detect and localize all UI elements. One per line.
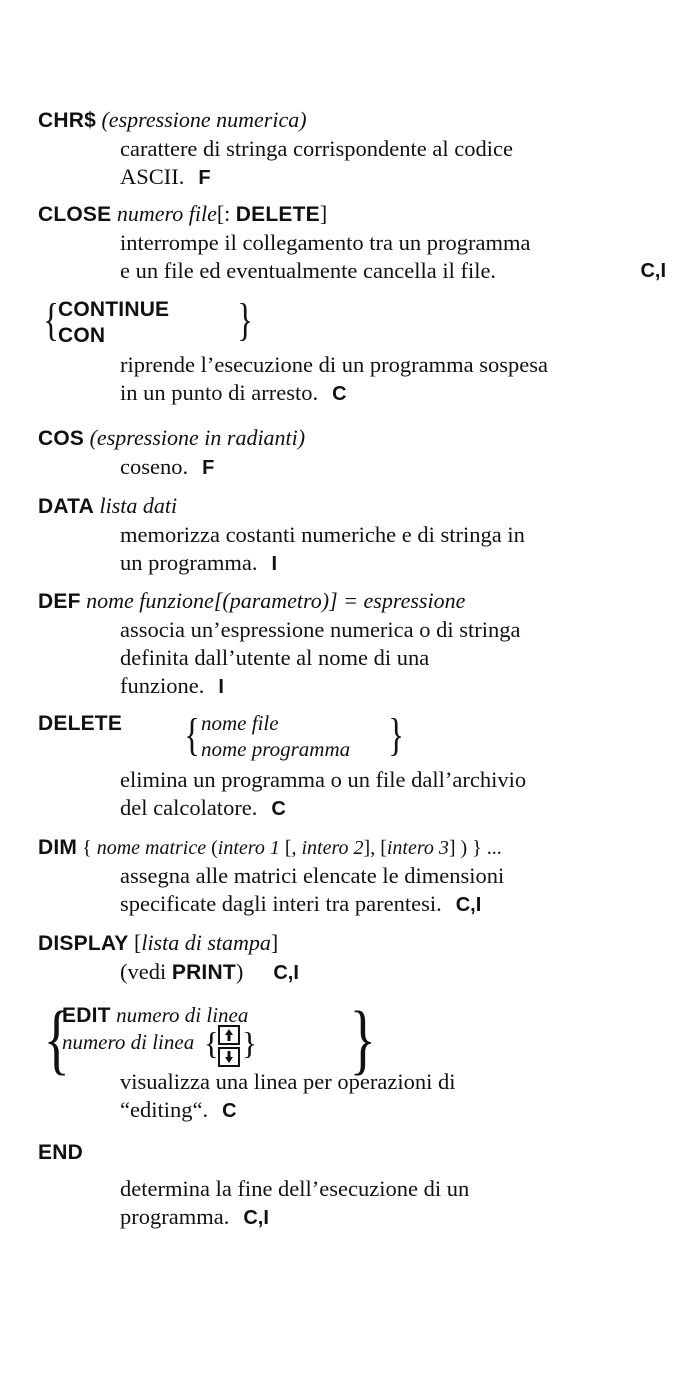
keyword: DELETE xyxy=(235,203,320,226)
left-brace-icon: { xyxy=(43,995,70,1082)
argument: lista dati xyxy=(99,493,178,518)
keyword: DELETE xyxy=(38,712,123,735)
description-line: ASCII. xyxy=(120,164,185,189)
keyword: DIM xyxy=(38,836,78,859)
bracket: ] ) } ... xyxy=(448,837,502,859)
keyword: CONTINUE xyxy=(58,298,170,321)
argument: numero di linea xyxy=(62,1030,195,1054)
type-tag: C,I xyxy=(243,1207,269,1229)
entry-def xyxy=(38,587,666,701)
option: nome programma xyxy=(201,737,351,761)
entry-description xyxy=(120,521,666,578)
entry-signature xyxy=(38,1138,666,1167)
type-tag: C xyxy=(271,798,286,820)
entry-display xyxy=(38,929,666,987)
entry-description xyxy=(120,1175,666,1232)
keyword: END xyxy=(38,1141,83,1164)
description-text: (vedi xyxy=(120,959,172,984)
entry-description xyxy=(120,351,548,408)
description-line: funzione. xyxy=(120,673,205,698)
type-tag: C xyxy=(222,1100,237,1122)
entry-cos xyxy=(38,424,666,482)
entry-close xyxy=(38,200,666,285)
type-tag: I xyxy=(218,676,224,698)
keyword: DATA xyxy=(38,495,95,518)
option: nome file xyxy=(201,711,279,735)
entry-description xyxy=(120,453,666,482)
entry-description xyxy=(120,135,666,192)
keyword-stack xyxy=(58,297,169,349)
keyword: DISPLAY xyxy=(38,932,129,955)
type-tag: I xyxy=(271,553,278,575)
keyword: CLOSE xyxy=(38,203,112,226)
right-brace-icon: } xyxy=(237,294,253,345)
keyword: COS xyxy=(38,427,85,450)
brace: { xyxy=(82,837,97,859)
argument: lista di stampa xyxy=(141,930,271,955)
description-line: programma. xyxy=(120,1204,230,1229)
description-line: associa un’espressione numerica o di stringa xyxy=(120,617,521,642)
type-tag: C xyxy=(332,383,347,405)
argument: nome funzione[(parametro)] = espressione xyxy=(86,588,466,613)
description-line: memorizza costanti numeriche e di stringa in xyxy=(120,522,525,547)
bracket: ] xyxy=(319,201,328,226)
description-line: e un file ed eventualmente cancella il file. xyxy=(120,258,497,283)
keyword: CON xyxy=(58,324,106,347)
arrow-keys xyxy=(200,1025,260,1061)
argument: (espressione in radianti) xyxy=(89,425,306,450)
argument: intero 2 xyxy=(301,837,364,859)
description-line: specificate dagli interi tra parentesi. xyxy=(120,891,442,916)
entry-description xyxy=(120,1068,455,1125)
type-tag: F xyxy=(198,167,211,189)
description-line: in un punto di arresto. xyxy=(120,380,319,405)
entry-description xyxy=(120,616,666,701)
entry-description xyxy=(120,862,666,919)
entry-description xyxy=(120,958,666,987)
type-tag: C,I xyxy=(273,962,299,984)
right-brace-icon: } xyxy=(388,709,404,760)
type-tag: F xyxy=(202,457,215,479)
description-line: del calcolatore. xyxy=(120,795,258,820)
down-arrow-key-icon xyxy=(218,1047,240,1067)
type-tag: C,I xyxy=(455,894,482,916)
edit-stack xyxy=(62,1002,260,1061)
description-text: ) xyxy=(235,959,244,984)
type-tag: C,I xyxy=(640,260,666,282)
description-line: visualizza una linea per operazioni di xyxy=(120,1069,456,1094)
bracket: [: xyxy=(216,201,236,226)
entry-dim xyxy=(38,834,666,919)
left-brace-icon: { xyxy=(43,294,59,345)
left-brace-icon: { xyxy=(184,709,200,760)
entry-signature xyxy=(38,424,666,453)
entry-description xyxy=(120,766,526,823)
description-line: riprende l’esecuzione di un programma sospesa xyxy=(120,352,548,377)
description-line: un programma. xyxy=(120,550,258,575)
argument: (espressione numerica) xyxy=(101,107,307,132)
description-line: elimina un programma o un file dall’archivio xyxy=(120,767,527,792)
keyword: PRINT xyxy=(171,961,236,984)
bracket: [, xyxy=(279,837,302,859)
argument: intero 3 xyxy=(386,837,449,859)
description-line: assegna alle matrici elencate le dimensioni xyxy=(120,863,505,888)
keyword: CHR$ xyxy=(38,109,96,132)
right-brace-icon: } xyxy=(241,1025,258,1061)
entry-end xyxy=(38,1138,666,1232)
entry-data xyxy=(38,492,666,578)
argument: numero di linea xyxy=(116,1003,249,1027)
argument: numero file xyxy=(116,201,217,226)
entry-signature xyxy=(38,492,666,521)
paren: ( xyxy=(206,837,218,859)
argument: intero 1 xyxy=(217,837,280,859)
description-line: “editing“. xyxy=(120,1097,209,1122)
bracket: ] xyxy=(270,930,279,955)
description-line: determina la fine dell’esecuzione di un xyxy=(120,1176,470,1201)
description-line: carattere di stringa corrispondente al codice xyxy=(120,136,513,161)
entry-signature xyxy=(38,106,666,135)
up-arrow-key-icon xyxy=(218,1025,240,1045)
right-brace-icon: } xyxy=(349,995,376,1082)
left-brace-icon: { xyxy=(203,1025,220,1061)
entry-signature xyxy=(38,587,666,616)
keyword: EDIT xyxy=(62,1004,111,1027)
entry-edit xyxy=(38,995,666,1130)
description-line: coseno. xyxy=(120,454,189,479)
argument: nome matrice xyxy=(96,837,207,859)
bracket: ], [ xyxy=(363,837,387,859)
entry-description xyxy=(120,229,666,285)
description-line: definita dall’utente al nome di una xyxy=(120,645,430,670)
keyword: DEF xyxy=(38,590,81,613)
description-line: interrompe il collegamento tra un programma xyxy=(120,230,531,255)
bracket: [ xyxy=(134,930,142,955)
option-stack xyxy=(201,710,350,762)
entry-signature xyxy=(38,200,666,229)
entry-signature xyxy=(38,929,666,958)
entry-continue xyxy=(38,295,666,415)
entry-signature xyxy=(38,834,666,862)
entry-chr xyxy=(38,106,666,192)
entry-delete xyxy=(38,708,666,818)
